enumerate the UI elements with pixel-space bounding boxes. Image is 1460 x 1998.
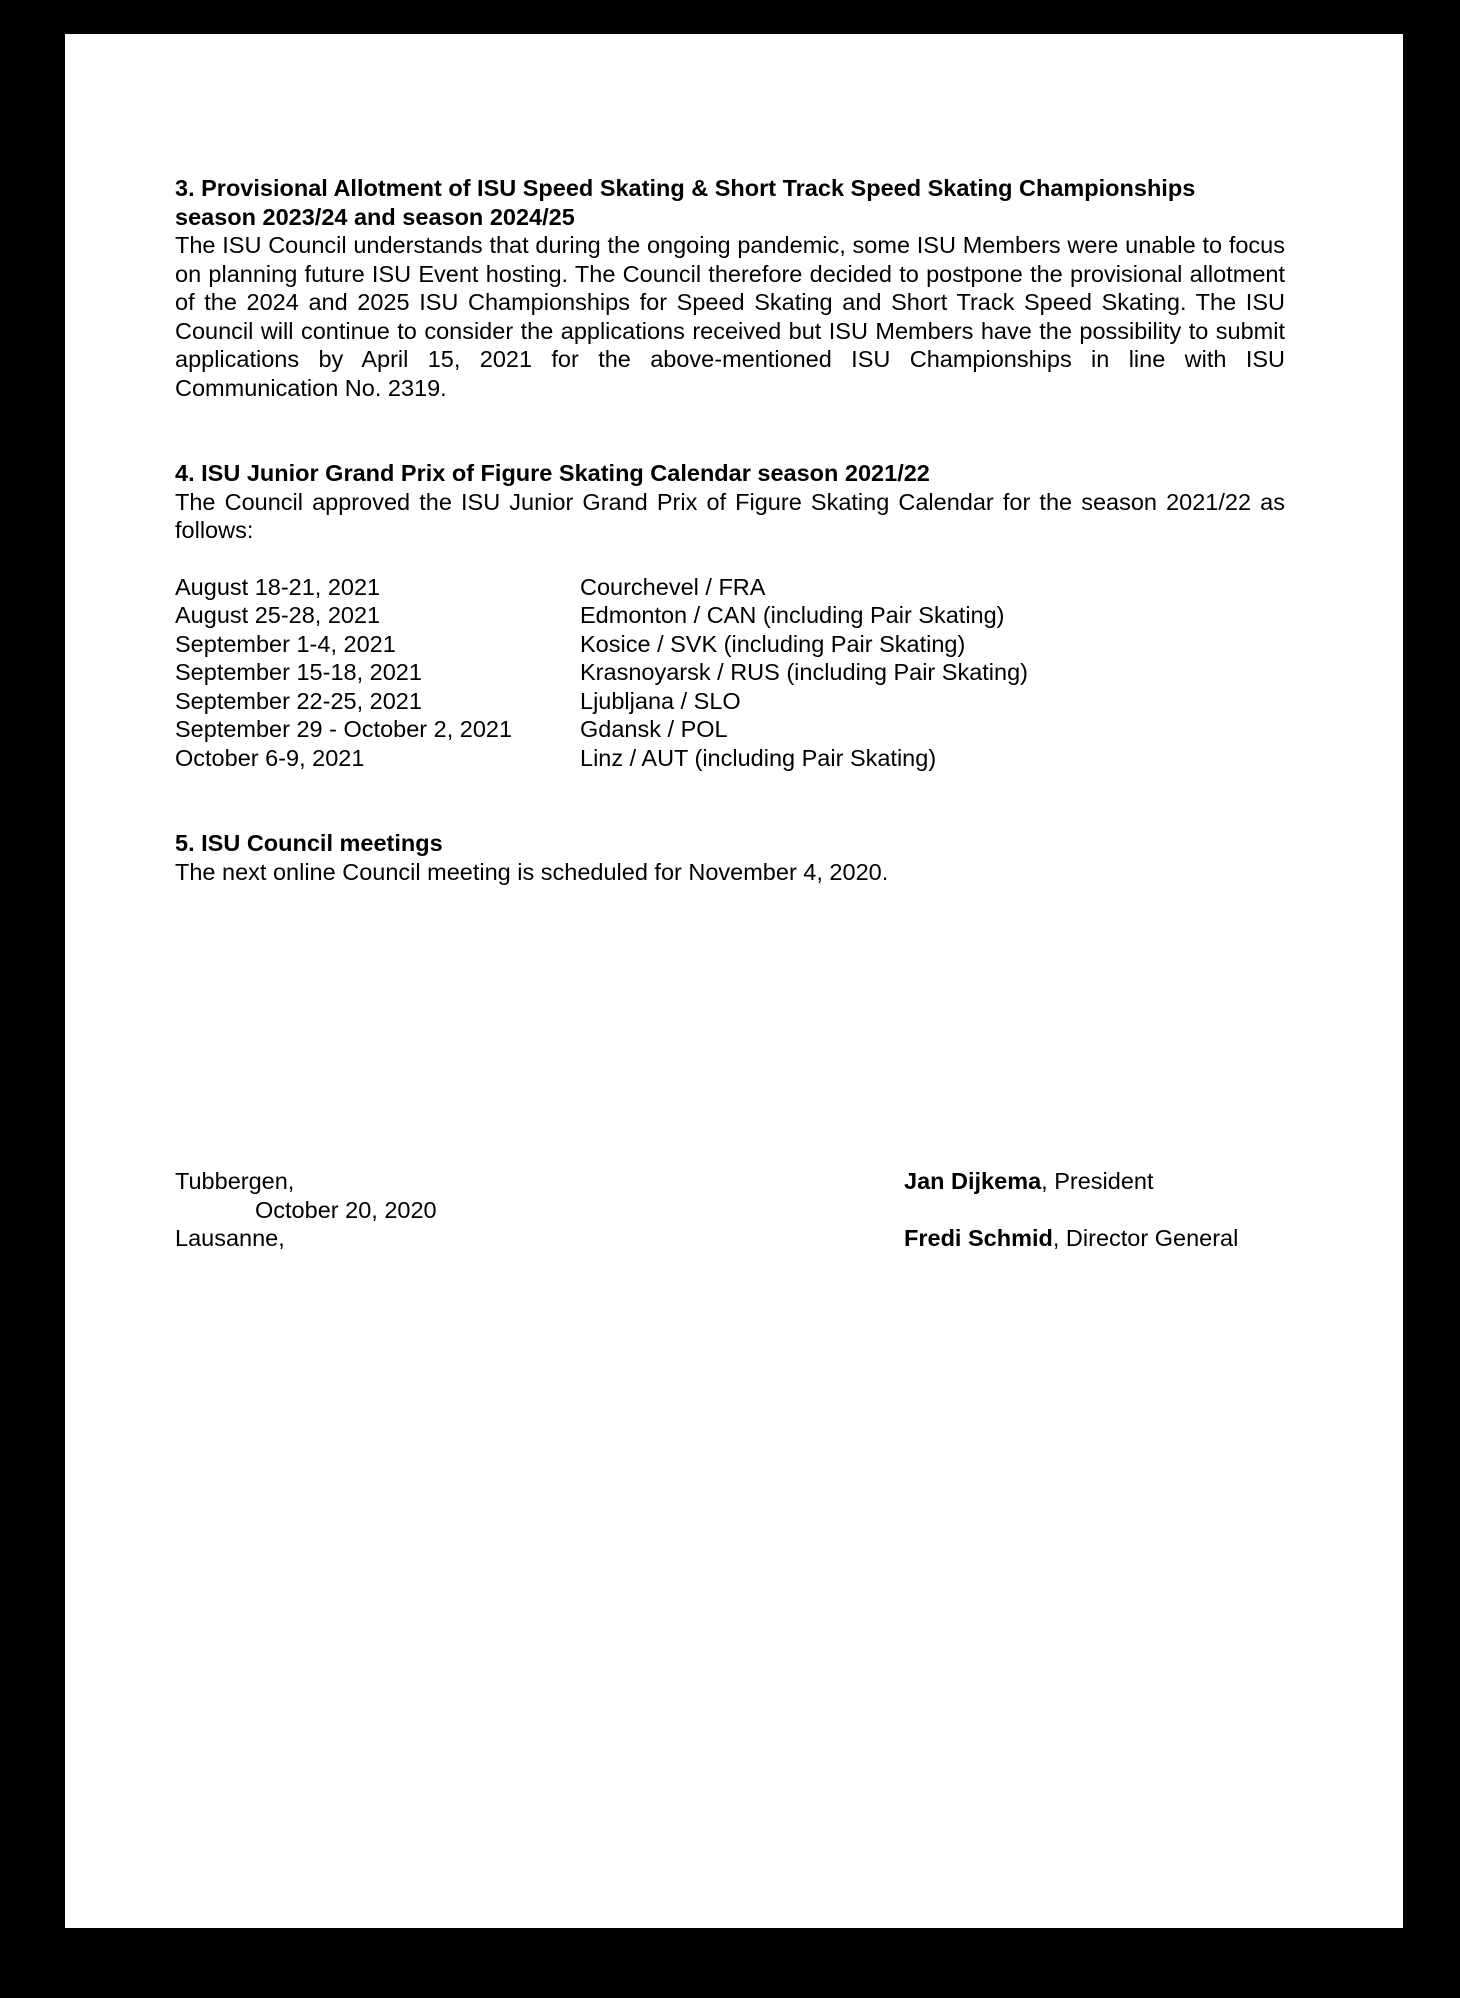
section-3-heading-line2: season 2023/24 and season 2024/25: [175, 203, 575, 230]
calendar-location: Courchevel / FRA: [580, 573, 766, 600]
calendar-date: September 1-4, 2021: [175, 630, 396, 657]
section-3-heading: [175, 174, 1285, 231]
section-5: [175, 829, 1285, 886]
calendar-row: [175, 630, 1028, 659]
calendar-location: Gdansk / POL: [580, 716, 728, 742]
calendar-date: October 6-9, 2021: [175, 744, 365, 771]
calendar-location: Kosice / SVK (including Pair Skating): [580, 630, 966, 657]
calendar-row: [175, 573, 1028, 602]
calendar-row: [175, 687, 1028, 716]
calendar-date: September 29 - October 2, 2021: [175, 716, 513, 742]
section-4-heading: 4. ISU Junior Grand Prix of Figure Skating Calendar season 2021/22: [175, 460, 930, 486]
section-3: [175, 174, 1285, 402]
calendar-row: [175, 715, 1028, 744]
document-body: [175, 174, 1285, 886]
signatory-president: [904, 1167, 1154, 1196]
section-5-body: The next online Council meeting is scheduled for November 4, 2020.: [175, 858, 889, 885]
signoff-date: October 20, 2020: [255, 1196, 437, 1223]
section-4: [175, 459, 1285, 772]
calendar-location: Ljubljana / SLO: [580, 687, 741, 714]
signatory-director-general-title: , Director General: [1052, 1225, 1239, 1251]
calendar-date: August 25-28, 2021: [175, 602, 381, 628]
signoff-place-lausanne: Lausanne,: [175, 1225, 285, 1251]
calendar-row: [175, 658, 1028, 687]
calendar-location: Krasnoyarsk / RUS (including Pair Skating): [580, 659, 1028, 685]
section-3-body: The ISU Council understands that during the ongoing pandemic, some ISU Members were unable to focus on planning future ISU Event hosting. The Council therefore decided to postpone the provisional allotment of the 2024 and 2025 ISU Championships for Speed Skating and Short Track Speed Skating. The ISU Council will continue to consider the applications received but ISU Members have the possibility to submit applications by April 15, 2021 for the above-mentioned ISU Championships in line with ISU Communication No. 2319.: [175, 232, 1285, 401]
calendar-table: [175, 573, 1028, 773]
calendar-row: [175, 601, 1028, 630]
document-page: [65, 34, 1403, 1928]
calendar-date: September 22-25, 2021: [175, 687, 422, 714]
section-5-heading: 5. ISU Council meetings: [175, 830, 443, 856]
signatory-president-title: , President: [1041, 1168, 1154, 1194]
calendar-location: Edmonton / CAN (including Pair Skating): [580, 602, 1005, 628]
calendar-location: Linz / AUT (including Pair Skating): [580, 744, 937, 771]
signoff-place-tubbergen: Tubbergen,: [175, 1168, 295, 1194]
signatory-president-name: Jan Dijkema: [904, 1168, 1042, 1194]
signatory-director-general: [904, 1224, 1238, 1253]
section-4-body: The Council approved the ISU Junior Grand Prix of Figure Skating Calendar for the season 2021/22 as follows:: [175, 488, 1285, 543]
signoff-block: [175, 1167, 1285, 1267]
calendar-date: September 15-18, 2021: [175, 659, 422, 685]
section-3-heading-line1: 3. Provisional Allotment of ISU Speed Skating & Short Track Speed Skating Championships: [175, 175, 1196, 201]
signatory-director-general-name: Fredi Schmid: [904, 1225, 1053, 1251]
calendar-date: August 18-21, 2021: [175, 573, 381, 600]
calendar-row: [175, 744, 1028, 773]
